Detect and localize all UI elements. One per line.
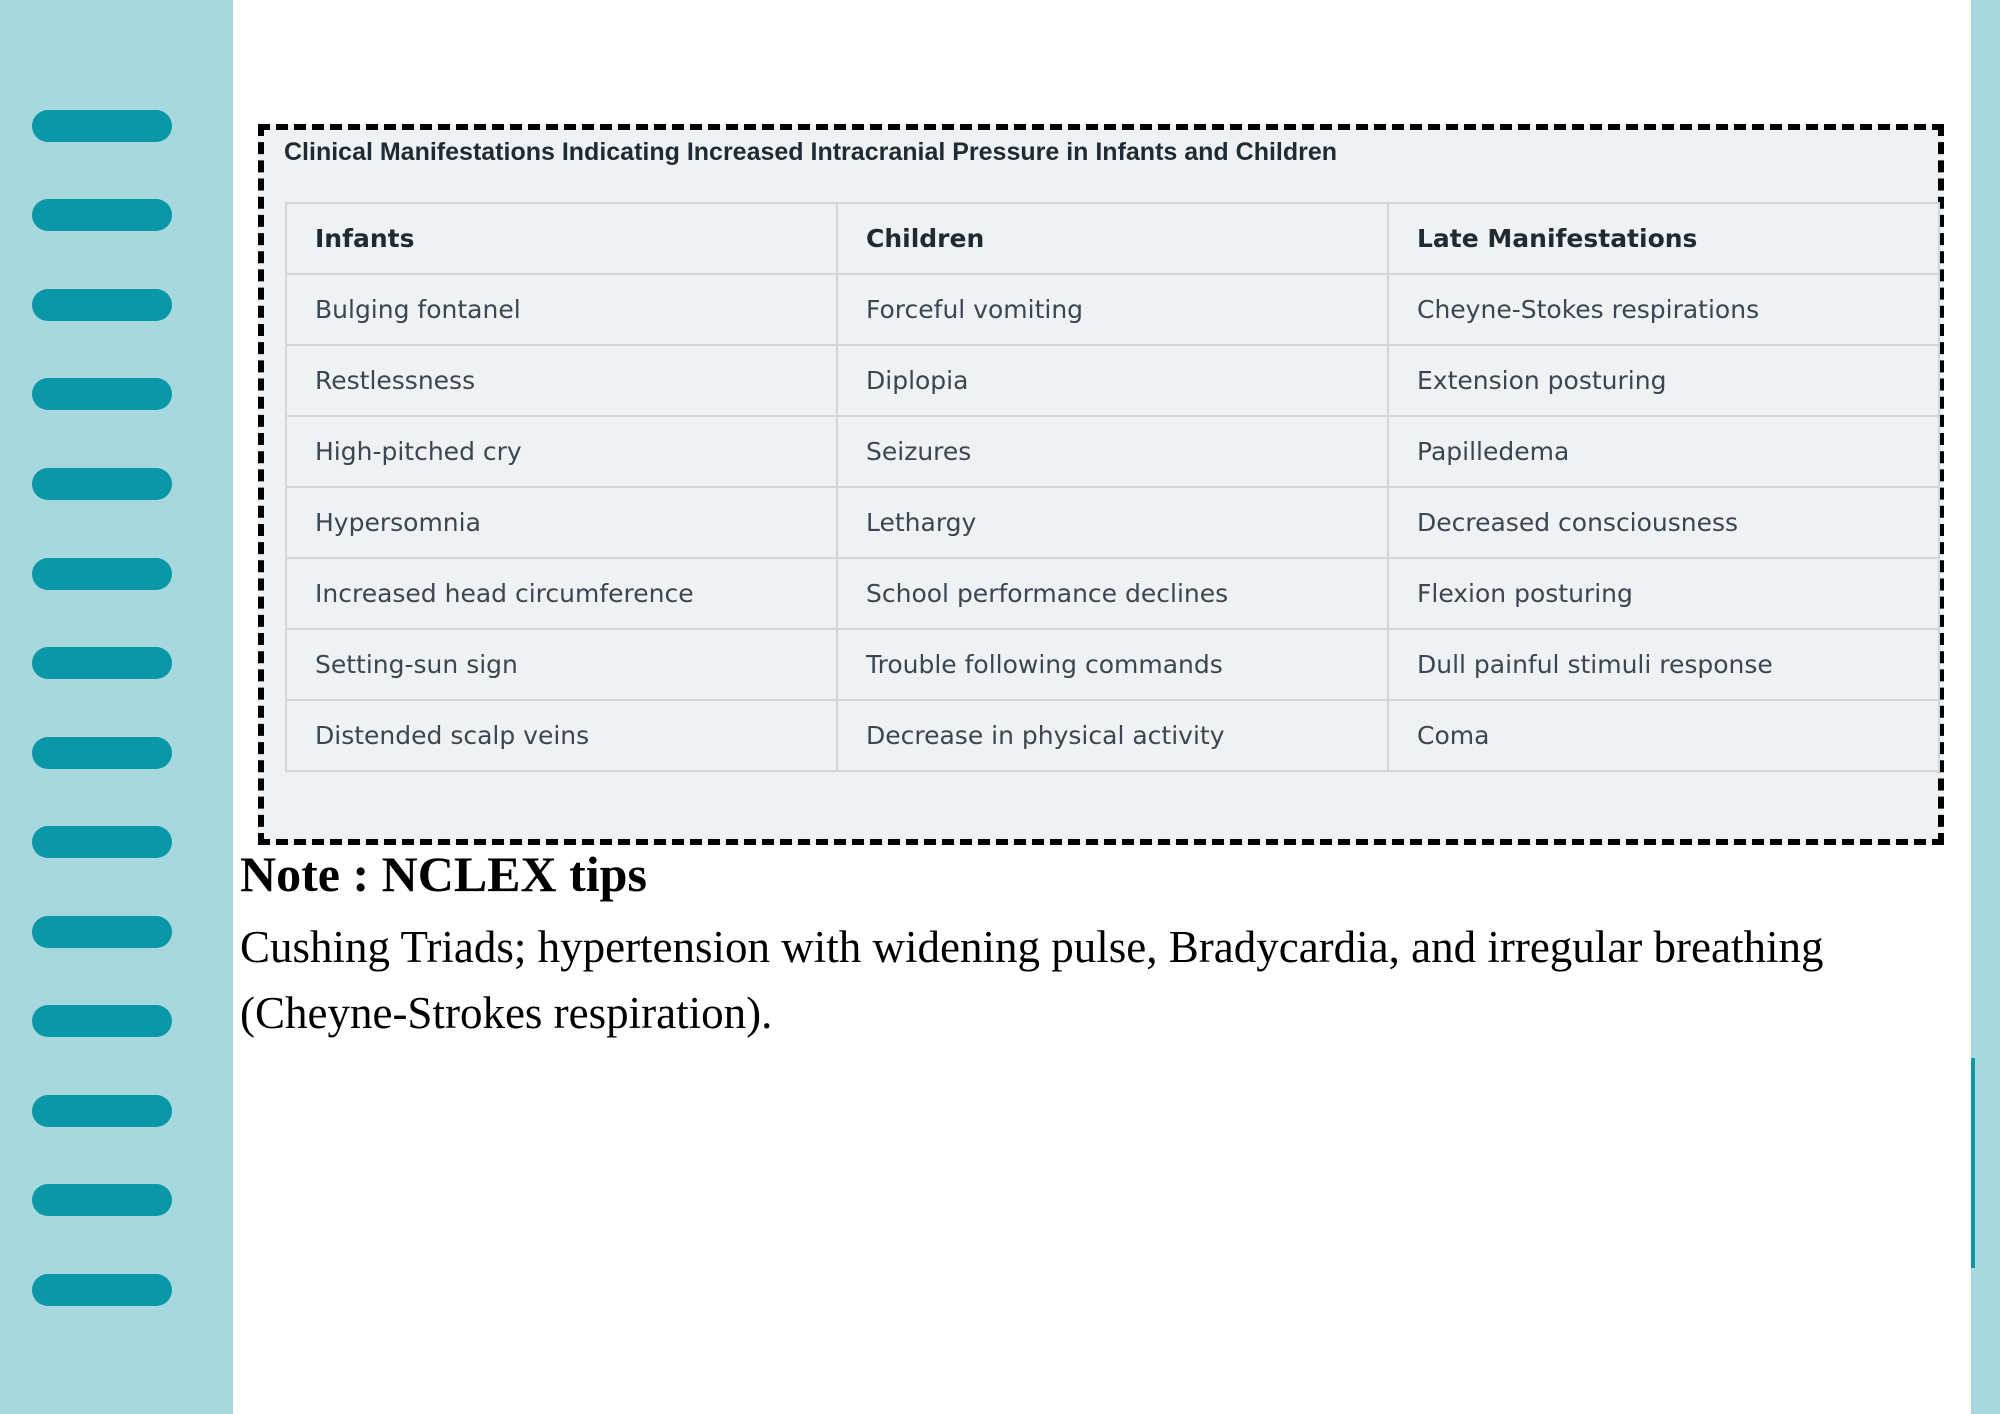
table-title: Clinical Manifestations Indicating Increased Intracranial Pressure in Infants and Children <box>284 138 1338 166</box>
table-row <box>286 700 1939 771</box>
column-header-children: Children <box>837 203 1388 274</box>
binder-tab <box>32 468 172 500</box>
table-row <box>286 487 1939 558</box>
table-cell: Dull painful stimuli response <box>1388 629 1939 700</box>
manifestations-table <box>285 202 1940 772</box>
binder-tab <box>32 916 172 948</box>
right-edge-accent <box>1971 1058 1975 1268</box>
right-edge-strip <box>1971 0 2000 1414</box>
table-snippet <box>258 124 1944 845</box>
table-row <box>286 345 1939 416</box>
table-cell: Flexion posturing <box>1388 558 1939 629</box>
table-cell: Papilledema <box>1388 416 1939 487</box>
binder-tab <box>32 1184 172 1216</box>
table-cell: High-pitched cry <box>286 416 837 487</box>
table-cell: Decreased consciousness <box>1388 487 1939 558</box>
binder-tab <box>32 737 172 769</box>
binder-tab <box>32 110 172 142</box>
binder-tab <box>32 199 172 231</box>
table-cell: Setting-sun sign <box>286 629 837 700</box>
table-cell: Coma <box>1388 700 1939 771</box>
table-cell: Lethargy <box>837 487 1388 558</box>
table-row <box>286 274 1939 345</box>
binder-tab <box>32 289 172 321</box>
table-row <box>286 558 1939 629</box>
note-body: Cushing Triads; hypertension with widening pulse, Bradycardia, and irregular breathing (Cheyne-Strokes respiration). <box>240 922 1824 1038</box>
table-cell: Diplopia <box>837 345 1388 416</box>
binder-tab <box>32 1274 172 1306</box>
binder-tab <box>32 647 172 679</box>
binder-tab <box>32 1005 172 1037</box>
table-row <box>286 629 1939 700</box>
table-cell: Extension posturing <box>1388 345 1939 416</box>
table-cell: Increased head circumference <box>286 558 837 629</box>
column-header-infants: Infants <box>286 203 837 274</box>
column-header-late-manifestations: Late Manifestations <box>1388 203 1939 274</box>
table-cell: School performance declines <box>837 558 1388 629</box>
binder-tab <box>32 558 172 590</box>
table-cell: Trouble following commands <box>837 629 1388 700</box>
table-cell: Forceful vomiting <box>837 274 1388 345</box>
table-cell: Bulging fontanel <box>286 274 837 345</box>
binder-tab <box>32 1095 172 1127</box>
table-cell: Hypersomnia <box>286 487 837 558</box>
table-cell: Restlessness <box>286 345 837 416</box>
binder-tab <box>32 378 172 410</box>
left-binder-strip <box>0 0 233 1414</box>
table-cell: Distended scalp veins <box>286 700 837 771</box>
table-cell: Seizures <box>837 416 1388 487</box>
table-row <box>286 416 1939 487</box>
table-cell: Decrease in physical activity <box>837 700 1388 771</box>
binder-tab <box>32 826 172 858</box>
note-heading: Note : NCLEX tips <box>240 846 647 902</box>
table-header-row <box>286 203 1939 274</box>
table-cell: Cheyne-Stokes respirations <box>1388 274 1939 345</box>
